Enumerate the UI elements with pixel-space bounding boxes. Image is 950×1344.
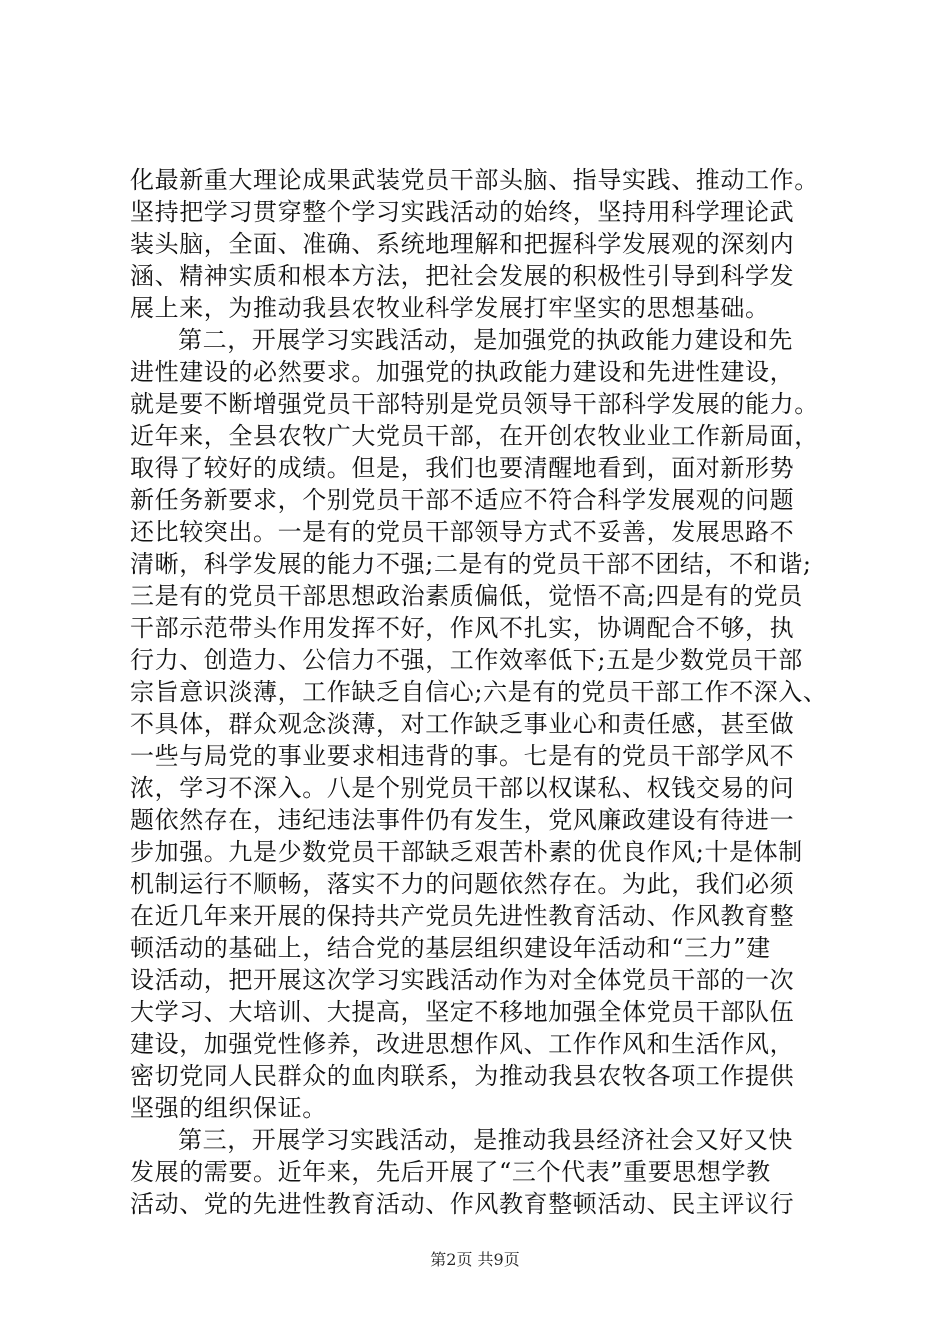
text-line: 行力、创造力、公信力不强，工作效率低下;五是少数党员干部 — [130, 646, 803, 674]
text-line: 涵、精神实质和根本方法，把社会发展的积极性引导到科学发 — [130, 262, 795, 290]
text-line: 还比较突出。一是有的党员干部领导方式不妥善，发展思路不 — [130, 518, 795, 546]
page-number-footer: 第2页 共9页 — [430, 1250, 520, 1269]
text-line: 清晰，科学发展的能力不强;二是有的党员干部不团结，不和谐; — [130, 550, 812, 578]
text-line: 步加强。九是少数党员干部缺乏艰苦朴素的优良作风;十是体制 — [130, 838, 803, 866]
text-line: 坚强的组织保证。 — [130, 1094, 327, 1122]
paragraph-start-line: 第二，开展学习实践活动，是加强党的执政能力建设和先 — [178, 326, 793, 354]
text-line: 不具体，群众观念淡薄，对工作缺乏事业心和责任感，甚至做 — [130, 710, 795, 738]
text-line: 设活动，把开展这次学习实践活动作为对全体党员干部的一次 — [130, 966, 795, 994]
text-line: 浓，学习不深入。八是个别党员干部以权谋私、权钱交易的问 — [130, 774, 795, 802]
text-line: 活动、党的先进性教育活动、作风教育整顿活动、民主评议行 — [130, 1190, 795, 1218]
text-line: 大学习、大培训、大提高，坚定不移地加强全体党员干部队伍 — [130, 998, 795, 1026]
text-line: 近年来，全县农牧广大党员干部，在开创农牧业业工作新局面， — [130, 422, 819, 450]
text-line: 就是要不断增强党员干部特别是党员领导干部科学发展的能力。 — [130, 390, 819, 418]
text-line: 机制运行不顺畅，落实不力的问题依然存在。为此，我们必须 — [130, 870, 795, 898]
text-line: 干部示范带头作用发挥不好，作风不扎实，协调配合不够，执 — [130, 614, 795, 642]
text-line: 宗旨意识淡薄，工作缺乏自信心;六是有的党员干部工作不深入、 — [130, 678, 828, 706]
text-line: 顿活动的基础上，结合党的基层组织建设年活动和“三力”建 — [130, 934, 771, 962]
text-line: 展上来，为推动我县农牧业科学发展打牢坚实的思想基础。 — [130, 294, 770, 322]
text-line: 进性建设的必然要求。加强党的执政能力建设和先进性建设， — [130, 358, 795, 386]
paragraph-start-line: 第三，开展学习实践活动，是推动我县经济社会又好又快 — [178, 1126, 793, 1154]
text-line: 题依然存在，违纪违法事件仍有发生，党风廉政建设有待进一 — [130, 806, 795, 834]
text-line: 新任务新要求，个别党员干部不适应不符合科学发展观的问题 — [130, 486, 795, 514]
text-line: 装头脑，全面、准确、系统地理解和把握科学发展观的深刻内 — [130, 230, 795, 258]
text-line: 取得了较好的成绩。但是，我们也要清醒地看到，面对新形势 — [130, 454, 795, 482]
text-line: 在近几年来开展的保持共产党员先进性教育活动、作风教育整 — [130, 902, 795, 930]
text-line: 密切党同人民群众的血肉联系，为推动我县农牧各项工作提供 — [130, 1062, 795, 1090]
text-line: 发展的需要。近年来，先后开展了“三个代表”重要思想学教 — [130, 1158, 771, 1186]
document-body — [130, 164, 830, 1220]
text-line: 一些与局党的事业要求相违背的事。七是有的党员干部学风不 — [130, 742, 795, 770]
text-line: 化最新重大理论成果武装党员干部头脑、指导实践、推动工作。 — [130, 166, 819, 194]
text-line: 坚持把学习贯穿整个学习实践活动的始终，坚持用科学理论武 — [130, 198, 795, 226]
text-line: 三是有的党员干部思想政治素质偏低，觉悟不高;四是有的党员 — [130, 582, 803, 610]
text-line: 建设，加强党性修养，改进思想作风、工作作风和生活作风， — [130, 1030, 795, 1058]
